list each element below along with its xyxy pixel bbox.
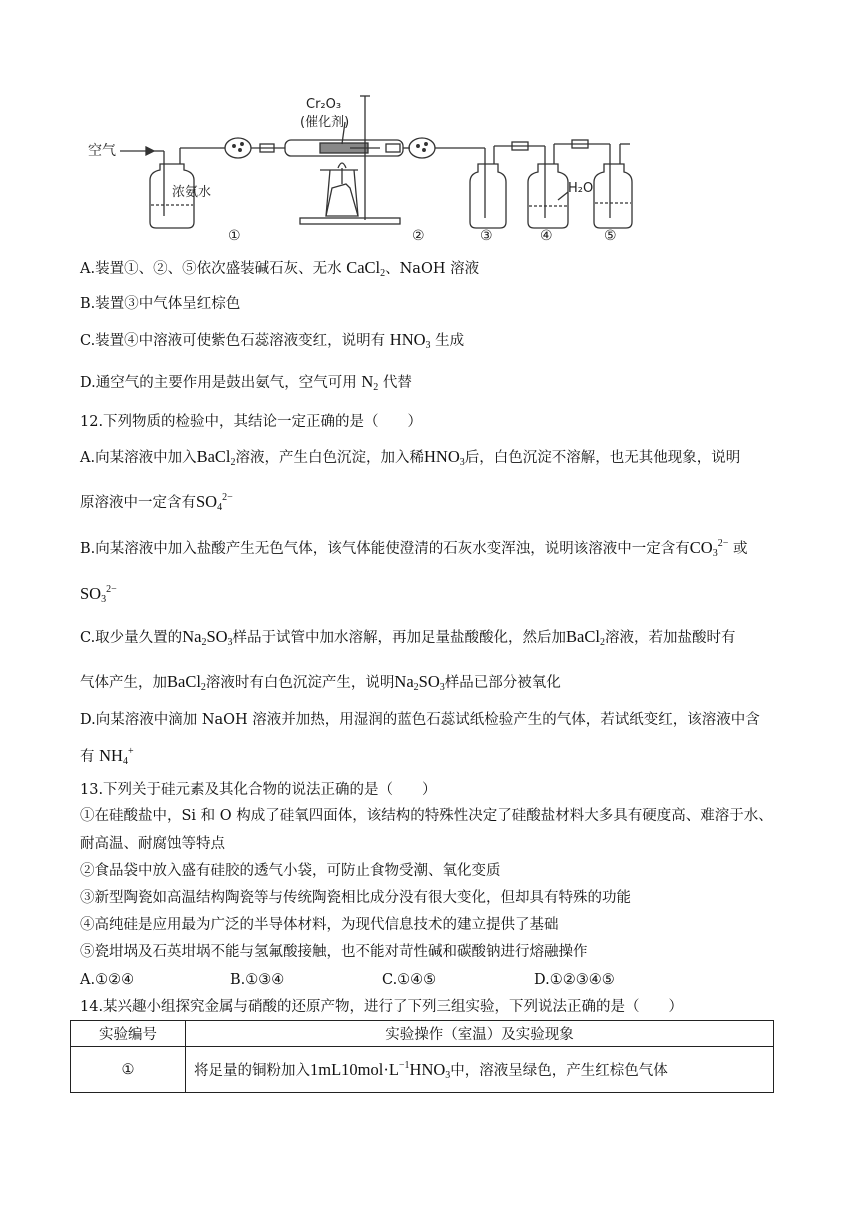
- table-row: [71, 1047, 774, 1093]
- table-cell-no: ①: [71, 1047, 186, 1093]
- catalyst-label: (催化剂): [300, 115, 350, 130]
- q13-option-b: B.①③④: [230, 972, 285, 988]
- q13-options: [80, 970, 615, 990]
- label-2: ②: [412, 228, 425, 244]
- q11-option-a: A.装置①、②、⑤依次盛装碱石灰、无水 CaCl$_2$、NaOH 溶液: [80, 258, 480, 279]
- q12-option-c-line2: 气体产生，加BaCl$_2$溶液时有白色沉淀产生，说明$Na_2SO_3$样品已部分被氧化: [80, 672, 561, 693]
- q13-statement-2: ②食品袋中放入盛有硅胶的透气小袋，可防止食物受潮、氧化变质: [80, 863, 501, 879]
- q13-stem: 13.下列关于硅元素及其化合物的说法正确的是（ ）: [80, 782, 437, 798]
- q13-statement-1a: ①在硅酸盐中，Si 和 O 构成了硅氧四面体，该结构的特殊性决定了硅酸盐材料大多具有硬度高、难溶于水、: [80, 808, 773, 824]
- apparatus-figure: [80, 88, 650, 248]
- q13-option-c: C.①④⑤: [382, 972, 437, 988]
- q12-option-b-line1: B.向某溶液中加入盐酸产生无色气体，该气体能使澄清的石灰水变浑浊，说明该溶液中一定含有$CO_3^{2-}$ 或: [80, 538, 748, 559]
- water-label: H₂O: [568, 181, 594, 196]
- table-header-operation: 实验操作（室温）及实验现象: [186, 1021, 774, 1047]
- q13-statement-1b: 耐高温、耐腐蚀等特点: [80, 836, 225, 852]
- q12-option-c-line1: C.取少量久置的$Na_2SO_3$样品于试管中加水溶解，再加足量盐酸酸化，然后加BaCl$_2$溶液，若加盐酸时有: [80, 627, 736, 648]
- label-1: ①: [228, 228, 241, 244]
- q12-option-a-line2: 原溶液中一定含有$SO_4^{2-}$: [80, 492, 233, 513]
- q13-option-a: A.①②④: [80, 972, 135, 988]
- q11-option-b: B.装置③中气体呈红棕色: [80, 296, 241, 312]
- q14-stem: 14.某兴趣小组探究金属与硝酸的还原产物，进行了下列三组实验，下列说法正确的是（ ）: [80, 999, 684, 1015]
- q11-option-c: C.装置④中溶液可使紫色石蕊溶液变红，说明有 $HNO_3$ 生成: [80, 330, 465, 351]
- q12-option-b-line2: $SO_3^{2-}$: [80, 584, 117, 605]
- table-header-row: [71, 1021, 774, 1047]
- air-label: 空气: [88, 143, 116, 159]
- q13-statement-4: ④高纯硅是应用最为广泛的半导体材料，为现代信息技术的建立提供了基础: [80, 917, 559, 933]
- q11-option-d: D.通空气的主要作用是鼓出氨气，空气可用 $N_2$ 代替: [80, 372, 412, 393]
- label-4: ④: [540, 228, 553, 244]
- q13-option-d: D.①②③④⑤: [534, 972, 615, 988]
- q12-option-d-line1: D.向某溶液中滴加 NaOH 溶液并加热，用湿润的蓝色石蕊试纸检验产生的气体，若试纸变红，该溶液中含: [80, 712, 760, 728]
- q12-stem: 12.下列物质的检验中，其结论一定正确的是（ ）: [80, 414, 423, 430]
- label-5: ⑤: [604, 228, 617, 244]
- q13-statement-3: ③新型陶瓷如高温结构陶瓷等与传统陶瓷相比成分没有很大变化，但却具有特殊的功能: [80, 890, 631, 906]
- q12-option-a-line1: A.向某溶液中加入BaCl$_2$溶液，产生白色沉淀，加入稀$HNO_3$后，白色沉淀不溶解，也无其他现象，说明: [80, 447, 741, 468]
- q13-statement-5: ⑤瓷坩埚及石英坩埚不能与氢氟酸接触，也不能对苛性碱和碳酸钠进行熔融操作: [80, 944, 588, 960]
- table-cell-operation: 将足量的铜粉加入$1mL10mol\cdot L^{-1}HNO_3$中，溶液呈绿色，产生红棕色气体: [186, 1047, 774, 1093]
- ammonia-label: 浓氨水: [172, 185, 212, 200]
- table-header-no: 实验编号: [71, 1021, 186, 1047]
- cr2o3-label: Cr₂O₃: [306, 97, 342, 112]
- q12-option-d-line2: 有 $NH_4^+$: [80, 746, 134, 767]
- experiment-table: [70, 1020, 774, 1093]
- label-3: ③: [480, 228, 493, 244]
